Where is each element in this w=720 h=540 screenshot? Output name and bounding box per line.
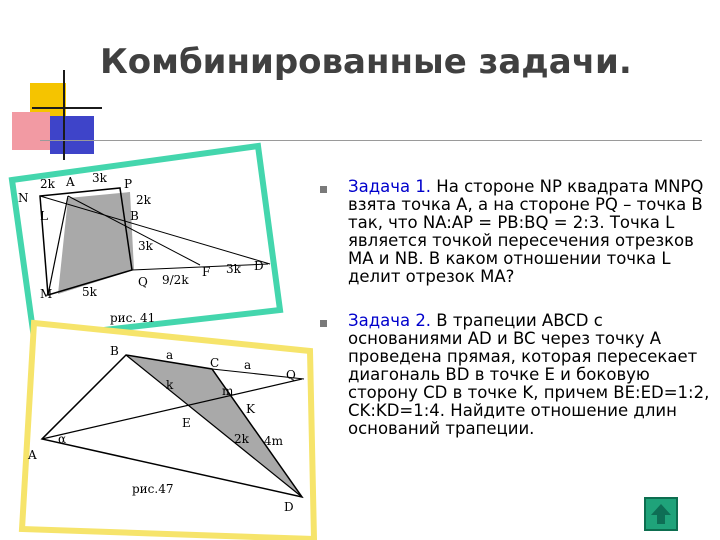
figure1-caption: рис. 41 (110, 311, 156, 325)
figure2-label-d: D (284, 500, 294, 514)
figure1-label-b: B (130, 209, 139, 223)
decor-horizontal-line (32, 107, 102, 109)
figure1-label-3k-top: 3k (92, 171, 107, 185)
figure2-label-c: C (210, 356, 220, 370)
figure2-label-4m: 4m (264, 434, 284, 448)
figure1-label-f: F (202, 265, 211, 279)
figure2-label-k-point: K (246, 402, 255, 416)
figure1-label-2k-top: 2k (40, 177, 55, 191)
return-arrow-icon (646, 499, 676, 529)
figure1-label-5k: 5k (82, 285, 97, 299)
problem-item-2 (318, 312, 713, 438)
figure2-label-q: Q (286, 368, 296, 382)
figure1-label-2k-right: 2k (136, 193, 151, 207)
figure1-label-3k-right: 3k (138, 239, 153, 253)
figure1-label-l: L (40, 209, 48, 223)
bullet-square-icon (320, 186, 327, 193)
problem-label: Задача 1. (348, 177, 432, 196)
figure2-label-alpha: α (58, 432, 67, 446)
problem-body: На стороне NP квадрата MNPQ взята точка A, а на стороне PQ – точка B так, что NA:AP = PB:BQ = 2:3. Точка L является точкой пересечения отрезков MA и NB. В каком отношении точка L делит отрезок MA? (348, 177, 704, 286)
figure2-label-2k: 2k (234, 432, 249, 446)
figure1-label-p: P (124, 177, 133, 191)
bullet-square-icon (320, 320, 327, 327)
problem-body: В трапеции ABCD с основаниями AD и BC через точку A проведена прямая, которая пересекает диагональ BD в точке E и боковую сторону CD в точке K, причем BE:ED=1:2, CK:KD=1:4. Найдите отношение длин оснований трапеции. (348, 311, 710, 438)
figure-trapezoid (14, 315, 324, 540)
problems-list (318, 178, 713, 464)
problem-text (348, 178, 713, 286)
figure1-label-9-2k: 9/2k (162, 273, 189, 287)
figure2-label-b: B (110, 344, 119, 358)
figure2-label-m: m (222, 384, 234, 398)
figure1-label-n: N (18, 191, 29, 205)
figure1-label-a: A (66, 175, 75, 189)
slide-title: Комбинированные задачи. (100, 42, 632, 82)
figure1-label-q: Q (138, 275, 148, 289)
figure2-caption: рис.47 (132, 482, 174, 496)
problem-text (348, 312, 713, 438)
figure2-label-a-vertex: A (28, 448, 37, 462)
figure1-label-m: M (40, 287, 53, 301)
problem-label: Задача 2. (348, 311, 432, 330)
figure1-label-d: D (254, 259, 264, 273)
figure2-label-a-right: a (244, 358, 252, 372)
return-button[interactable] (644, 497, 678, 531)
figure1-label-3k-bottom: 3k (226, 262, 241, 276)
figure-square (0, 140, 290, 340)
problem-item-1 (318, 178, 713, 286)
figure2-label-e: E (182, 416, 191, 430)
figure2-label-a-top: a (166, 348, 174, 362)
figure2-label-k: k (166, 378, 174, 392)
